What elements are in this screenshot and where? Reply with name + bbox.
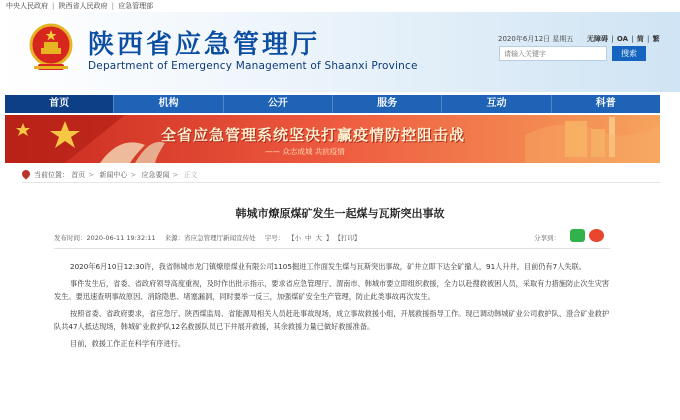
national-emblem-icon	[28, 22, 74, 74]
article-body	[54, 260, 610, 354]
divider	[54, 248, 610, 249]
link-ministry[interactable]: 应急管理部	[118, 2, 154, 10]
article-title: 韩城市燎原煤矿发生一起煤与瓦斯突出事故	[235, 207, 445, 220]
separator: |	[52, 2, 55, 10]
article-paragraph: 目前，救援工作正在科学有序进行。	[70, 339, 186, 348]
breadcrumb	[22, 170, 198, 180]
link-central-gov[interactable]: 中央人民政府	[6, 2, 48, 10]
site-title: 陕西省应急管理厅	[88, 30, 321, 60]
breadcrumb-news[interactable]: 新闻中心	[99, 171, 128, 179]
breadcrumb-home[interactable]: 首页	[71, 171, 86, 179]
breadcrumb-label: 当前位置：	[34, 171, 69, 179]
site-subtitle-english: Department of Emergency Management of Shaanxi Province	[88, 60, 418, 72]
location-pin-icon	[20, 168, 31, 179]
nav-organization[interactable]: 机构	[114, 95, 223, 113]
article-meta: 发布时间：2020-06-11 19:32:11 来源：省应急管理厅新闻宣传处 字号： 【小 中 大 】 【打印】	[54, 234, 361, 242]
divider	[22, 182, 660, 183]
article-paragraph: 按照省委、省政府要求，省应急厅、陕西煤监局、省能源局相关人员赶赴事故现场，成立事故救援小组，开展救援指导工作。现已调动韩城矿业公司救护队、澄合矿业救护队共47人抵达现场，韩城矿业救护队12名救援队员已下井展开救援，其余救援力量已做好救援准备。	[54, 309, 610, 331]
current-date: 2020年6月12日 星期五	[498, 35, 574, 43]
site-header	[0, 12, 680, 92]
campaign-banner[interactable]	[5, 115, 660, 163]
nav-interaction[interactable]: 互动	[442, 95, 551, 113]
nav-services[interactable]: 服务	[333, 95, 442, 113]
nav-public[interactable]: 公开	[224, 95, 333, 113]
accessibility-link[interactable]: 无障碍	[587, 35, 608, 43]
article-paragraph: 事件发生后，省委、省政府领导高度重视，及时作出批示指示，要求省应急管理厅、渭南市、韩城市要立即组织救援，全力以赴搜救被困人员，采取有力措施防止次生灾害发生。要迅速查明事故原因、消除隐患、堵塞漏洞，同时要举一反三，加强煤矿安全生产管理，防止此类事故再次发生。	[54, 279, 610, 301]
font-size-small[interactable]: 小	[294, 234, 301, 242]
main-nav	[5, 95, 660, 113]
traditional-link[interactable]: 繁	[652, 35, 660, 43]
weibo-share-icon[interactable]	[589, 229, 604, 242]
print-link[interactable]: 【打印】	[334, 234, 361, 242]
breadcrumb-separator: >	[172, 171, 179, 179]
font-size-medium[interactable]: 中	[304, 234, 312, 242]
oa-link[interactable]: OA	[616, 35, 628, 43]
separator: |	[111, 2, 114, 10]
share-label: 分享到：	[534, 234, 560, 242]
banner-subtitle: —— 众志成城 共抗疫情	[265, 147, 345, 156]
top-links-bar	[0, 0, 680, 12]
breadcrumb-separator: >	[88, 171, 95, 179]
wechat-share-icon[interactable]	[570, 229, 585, 242]
search-button[interactable]: 搜索	[612, 46, 646, 61]
breadcrumb-emergency-news[interactable]: 应急要闻	[141, 171, 170, 179]
publish-time: 发布时间：2020-06-11 19:32:11	[54, 234, 156, 242]
breadcrumb-separator: >	[130, 171, 137, 179]
article-paragraph: 2020年6月10日12:30许，我省韩城市龙门镇燎原煤业有限公司1105掘进工作面发生煤与瓦斯突出事故，矿井立即下达全矿撤人，91人升井，目前仍有7人失联。	[70, 262, 586, 271]
link-shaanxi-gov[interactable]: 陕西省人民政府	[58, 2, 108, 10]
font-size-label: 字号：	[264, 234, 285, 242]
breadcrumb-current: 正文	[183, 171, 198, 179]
simplified-link[interactable]: 简	[636, 35, 644, 43]
search-input[interactable]	[499, 46, 607, 61]
banner-title: 全省应急管理系统坚决打赢疫情防控阻击战	[161, 126, 466, 144]
article-source: 来源：省应急管理厅新闻宣传处	[164, 234, 256, 242]
nav-home[interactable]: 首页	[5, 95, 114, 113]
nav-science[interactable]: 科普	[595, 98, 616, 109]
font-size-large[interactable]: 大	[315, 234, 322, 242]
utility-links: 无障碍 | OA | 简 | 繁	[587, 35, 660, 43]
